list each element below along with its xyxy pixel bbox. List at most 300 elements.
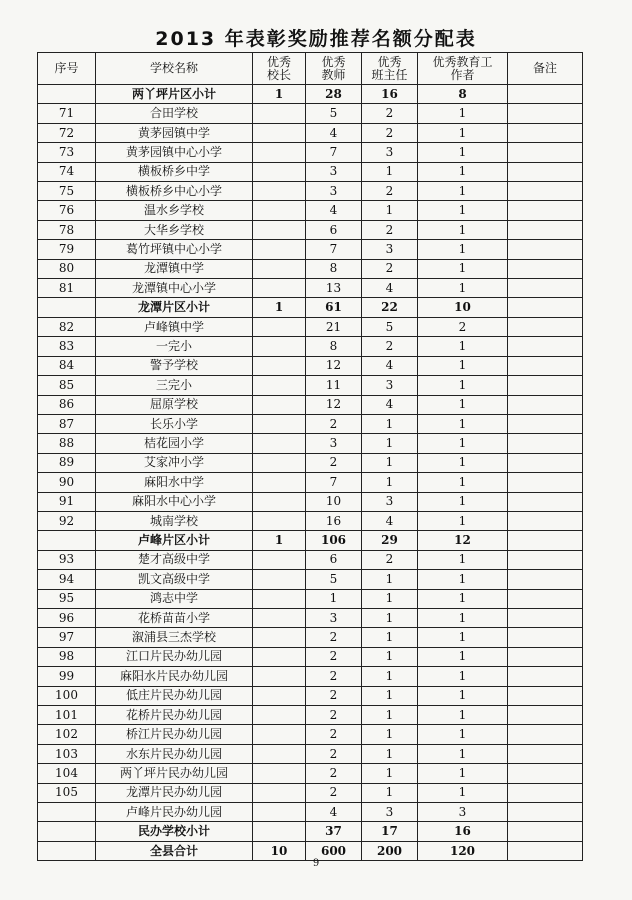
cell-principal xyxy=(253,783,306,802)
cell-school: 麻阳水中学 xyxy=(96,473,253,492)
table-row xyxy=(38,162,583,181)
header-class-teacher: 优秀 班主任 xyxy=(362,53,418,85)
cell-teacher: 106 xyxy=(306,531,362,550)
cell-education-worker: 1 xyxy=(418,395,508,414)
cell-education-worker: 1 xyxy=(418,201,508,220)
cell-class-teacher: 1 xyxy=(362,783,418,802)
cell-seq: 84 xyxy=(38,356,96,375)
cell-seq: 82 xyxy=(38,317,96,336)
header-school: 学校名称 xyxy=(96,53,253,85)
table-row xyxy=(38,337,583,356)
table-row xyxy=(38,240,583,259)
page-number: 9 xyxy=(312,858,320,869)
table-row xyxy=(38,706,583,725)
cell-education-worker: 1 xyxy=(418,608,508,627)
cell-principal xyxy=(253,706,306,725)
cell-teacher: 2 xyxy=(306,628,362,647)
cell-remarks xyxy=(508,317,583,336)
cell-teacher: 4 xyxy=(306,803,362,822)
cell-seq: 72 xyxy=(38,123,96,142)
table-row xyxy=(38,317,583,336)
cell-seq: 89 xyxy=(38,453,96,472)
cell-principal: 1 xyxy=(253,298,306,317)
cell-seq xyxy=(38,85,96,104)
cell-principal xyxy=(253,647,306,666)
cell-remarks xyxy=(508,298,583,317)
cell-class-teacher: 2 xyxy=(362,123,418,142)
subtotal-row xyxy=(38,822,583,841)
cell-class-teacher: 1 xyxy=(362,706,418,725)
cell-seq: 97 xyxy=(38,628,96,647)
cell-school: 两丫坪片民办幼儿园 xyxy=(96,764,253,783)
cell-remarks xyxy=(508,647,583,666)
cell-remarks xyxy=(508,531,583,550)
cell-school: 桔花园小学 xyxy=(96,434,253,453)
cell-school: 横板桥乡中心小学 xyxy=(96,182,253,201)
cell-seq: 76 xyxy=(38,201,96,220)
cell-principal xyxy=(253,337,306,356)
cell-teacher: 6 xyxy=(306,220,362,239)
cell-teacher: 21 xyxy=(306,317,362,336)
cell-remarks xyxy=(508,182,583,201)
cell-school: 三完小 xyxy=(96,376,253,395)
cell-principal xyxy=(253,259,306,278)
cell-teacher: 2 xyxy=(306,783,362,802)
table-row xyxy=(38,104,583,123)
cell-school: 低庄片民办幼儿园 xyxy=(96,686,253,705)
cell-seq: 83 xyxy=(38,337,96,356)
cell-class-teacher: 29 xyxy=(362,531,418,550)
cell-seq: 95 xyxy=(38,589,96,608)
cell-principal xyxy=(253,104,306,123)
cell-class-teacher: 1 xyxy=(362,473,418,492)
cell-school: 全县合计 xyxy=(96,841,253,860)
header-education-worker: 优秀教育工 作者 xyxy=(418,53,508,85)
table-row xyxy=(38,725,583,744)
cell-remarks xyxy=(508,822,583,841)
table-row xyxy=(38,667,583,686)
cell-class-teacher: 3 xyxy=(362,803,418,822)
table-row xyxy=(38,492,583,511)
cell-teacher: 3 xyxy=(306,608,362,627)
cell-education-worker: 1 xyxy=(418,104,508,123)
cell-class-teacher: 1 xyxy=(362,647,418,666)
cell-principal xyxy=(253,764,306,783)
cell-education-worker: 1 xyxy=(418,162,508,181)
quota-table xyxy=(37,52,583,861)
cell-principal xyxy=(253,453,306,472)
cell-teacher: 37 xyxy=(306,822,362,841)
cell-remarks xyxy=(508,550,583,569)
cell-remarks xyxy=(508,240,583,259)
cell-education-worker: 1 xyxy=(418,725,508,744)
cell-teacher: 2 xyxy=(306,744,362,763)
table-row xyxy=(38,473,583,492)
cell-teacher: 3 xyxy=(306,162,362,181)
cell-class-teacher: 1 xyxy=(362,201,418,220)
cell-principal xyxy=(253,143,306,162)
cell-education-worker: 12 xyxy=(418,531,508,550)
cell-school: 民办学校小计 xyxy=(96,822,253,841)
cell-principal xyxy=(253,667,306,686)
cell-class-teacher: 2 xyxy=(362,550,418,569)
table-row xyxy=(38,356,583,375)
cell-school: 屈原学校 xyxy=(96,395,253,414)
cell-school: 卢峰镇中学 xyxy=(96,317,253,336)
cell-remarks xyxy=(508,589,583,608)
cell-education-worker: 1 xyxy=(418,706,508,725)
cell-teacher: 5 xyxy=(306,570,362,589)
cell-remarks xyxy=(508,337,583,356)
table-row xyxy=(38,686,583,705)
cell-principal xyxy=(253,803,306,822)
cell-school: 江口片民办幼儿园 xyxy=(96,647,253,666)
cell-class-teacher: 4 xyxy=(362,395,418,414)
cell-school: 横板桥乡中学 xyxy=(96,162,253,181)
cell-teacher: 2 xyxy=(306,686,362,705)
cell-principal xyxy=(253,434,306,453)
cell-principal xyxy=(253,162,306,181)
cell-principal: 10 xyxy=(253,841,306,860)
cell-school: 大华乡学校 xyxy=(96,220,253,239)
cell-seq: 81 xyxy=(38,279,96,298)
table-row xyxy=(38,783,583,802)
cell-seq: 90 xyxy=(38,473,96,492)
cell-principal xyxy=(253,240,306,259)
cell-remarks xyxy=(508,744,583,763)
cell-seq: 92 xyxy=(38,511,96,530)
cell-class-teacher: 1 xyxy=(362,570,418,589)
cell-class-teacher: 200 xyxy=(362,841,418,860)
cell-remarks xyxy=(508,492,583,511)
cell-school: 黄茅园镇中心小学 xyxy=(96,143,253,162)
cell-seq: 85 xyxy=(38,376,96,395)
cell-seq: 73 xyxy=(38,143,96,162)
cell-school: 温水乡学校 xyxy=(96,201,253,220)
cell-education-worker: 16 xyxy=(418,822,508,841)
table-row xyxy=(38,143,583,162)
cell-teacher: 2 xyxy=(306,764,362,783)
cell-class-teacher: 2 xyxy=(362,220,418,239)
cell-principal xyxy=(253,317,306,336)
cell-seq: 94 xyxy=(38,570,96,589)
cell-education-worker: 1 xyxy=(418,550,508,569)
header-remarks: 备注 xyxy=(508,53,583,85)
subtotal-row xyxy=(38,531,583,550)
cell-principal xyxy=(253,376,306,395)
cell-principal xyxy=(253,744,306,763)
cell-class-teacher: 1 xyxy=(362,453,418,472)
cell-class-teacher: 5 xyxy=(362,317,418,336)
cell-school: 葛竹坪镇中心小学 xyxy=(96,240,253,259)
cell-seq: 99 xyxy=(38,667,96,686)
cell-principal: 1 xyxy=(253,531,306,550)
cell-seq: 86 xyxy=(38,395,96,414)
cell-education-worker: 1 xyxy=(418,376,508,395)
cell-seq xyxy=(38,298,96,317)
cell-remarks xyxy=(508,376,583,395)
cell-class-teacher: 2 xyxy=(362,259,418,278)
cell-remarks xyxy=(508,706,583,725)
cell-principal xyxy=(253,492,306,511)
cell-remarks xyxy=(508,783,583,802)
cell-teacher: 28 xyxy=(306,85,362,104)
cell-remarks xyxy=(508,608,583,627)
cell-class-teacher: 1 xyxy=(362,608,418,627)
cell-education-worker: 1 xyxy=(418,279,508,298)
cell-seq: 104 xyxy=(38,764,96,783)
cell-teacher: 2 xyxy=(306,414,362,433)
cell-teacher: 2 xyxy=(306,647,362,666)
cell-education-worker: 1 xyxy=(418,744,508,763)
cell-teacher: 12 xyxy=(306,356,362,375)
cell-class-teacher: 1 xyxy=(362,589,418,608)
table-row xyxy=(38,453,583,472)
subtotal-row xyxy=(38,298,583,317)
cell-school: 一完小 xyxy=(96,337,253,356)
cell-teacher: 6 xyxy=(306,550,362,569)
header-teacher: 优秀 教师 xyxy=(306,53,362,85)
cell-school: 龙潭片区小计 xyxy=(96,298,253,317)
cell-education-worker: 1 xyxy=(418,240,508,259)
cell-education-worker: 1 xyxy=(418,667,508,686)
cell-principal xyxy=(253,550,306,569)
cell-education-worker: 1 xyxy=(418,259,508,278)
table-row xyxy=(38,589,583,608)
cell-seq: 105 xyxy=(38,783,96,802)
cell-principal xyxy=(253,822,306,841)
cell-principal xyxy=(253,473,306,492)
cell-seq: 75 xyxy=(38,182,96,201)
cell-remarks xyxy=(508,201,583,220)
cell-school: 长乐小学 xyxy=(96,414,253,433)
subtotal-row xyxy=(38,85,583,104)
cell-class-teacher: 2 xyxy=(362,337,418,356)
cell-principal: 1 xyxy=(253,85,306,104)
table-row xyxy=(38,182,583,201)
cell-teacher: 4 xyxy=(306,123,362,142)
table-row xyxy=(38,414,583,433)
cell-teacher: 10 xyxy=(306,492,362,511)
table-row xyxy=(38,434,583,453)
cell-remarks xyxy=(508,725,583,744)
cell-class-teacher: 1 xyxy=(362,434,418,453)
cell-remarks xyxy=(508,259,583,278)
cell-seq: 88 xyxy=(38,434,96,453)
cell-seq: 103 xyxy=(38,744,96,763)
cell-teacher: 2 xyxy=(306,667,362,686)
cell-education-worker: 10 xyxy=(418,298,508,317)
cell-principal xyxy=(253,182,306,201)
cell-school: 凯文高级中学 xyxy=(96,570,253,589)
cell-principal xyxy=(253,628,306,647)
cell-class-teacher: 1 xyxy=(362,162,418,181)
cell-class-teacher: 3 xyxy=(362,376,418,395)
cell-school: 桥江片民办幼儿园 xyxy=(96,725,253,744)
cell-principal xyxy=(253,511,306,530)
cell-education-worker: 1 xyxy=(418,337,508,356)
cell-education-worker: 2 xyxy=(418,317,508,336)
table-row xyxy=(38,608,583,627)
cell-school: 麻阳水中心小学 xyxy=(96,492,253,511)
header-principal: 优秀 校长 xyxy=(253,53,306,85)
table-row xyxy=(38,744,583,763)
cell-school: 龙潭镇中学 xyxy=(96,259,253,278)
cell-seq: 74 xyxy=(38,162,96,181)
cell-remarks xyxy=(508,104,583,123)
cell-education-worker: 120 xyxy=(418,841,508,860)
cell-education-worker: 1 xyxy=(418,220,508,239)
cell-education-worker: 1 xyxy=(418,434,508,453)
cell-school: 麻阳水片民办幼儿园 xyxy=(96,667,253,686)
table-row xyxy=(38,764,583,783)
cell-seq: 78 xyxy=(38,220,96,239)
cell-principal xyxy=(253,725,306,744)
cell-principal xyxy=(253,589,306,608)
table-row xyxy=(38,803,583,822)
cell-school: 两丫坪片区小计 xyxy=(96,85,253,104)
cell-school: 黄茅园镇中学 xyxy=(96,123,253,142)
cell-teacher: 3 xyxy=(306,434,362,453)
cell-teacher: 4 xyxy=(306,201,362,220)
cell-remarks xyxy=(508,764,583,783)
cell-class-teacher: 17 xyxy=(362,822,418,841)
cell-seq: 71 xyxy=(38,104,96,123)
cell-school: 花桥苗苗小学 xyxy=(96,608,253,627)
cell-remarks xyxy=(508,434,583,453)
cell-principal xyxy=(253,123,306,142)
cell-seq: 98 xyxy=(38,647,96,666)
table-row xyxy=(38,395,583,414)
cell-teacher: 61 xyxy=(306,298,362,317)
cell-remarks xyxy=(508,143,583,162)
cell-education-worker: 1 xyxy=(418,511,508,530)
cell-remarks xyxy=(508,628,583,647)
cell-seq xyxy=(38,822,96,841)
header-row xyxy=(38,53,583,85)
cell-school: 合田学校 xyxy=(96,104,253,123)
cell-school: 龙潭镇中心小学 xyxy=(96,279,253,298)
cell-seq: 79 xyxy=(38,240,96,259)
cell-remarks xyxy=(508,667,583,686)
table-body xyxy=(38,85,583,861)
cell-teacher: 7 xyxy=(306,143,362,162)
cell-class-teacher: 1 xyxy=(362,414,418,433)
cell-remarks xyxy=(508,453,583,472)
cell-education-worker: 3 xyxy=(418,803,508,822)
table-row xyxy=(38,647,583,666)
cell-education-worker: 8 xyxy=(418,85,508,104)
cell-principal xyxy=(253,220,306,239)
cell-remarks xyxy=(508,511,583,530)
table-row xyxy=(38,201,583,220)
cell-seq: 93 xyxy=(38,550,96,569)
cell-education-worker: 1 xyxy=(418,453,508,472)
cell-education-worker: 1 xyxy=(418,123,508,142)
cell-remarks xyxy=(508,162,583,181)
cell-class-teacher: 1 xyxy=(362,628,418,647)
cell-school: 鸿志中学 xyxy=(96,589,253,608)
cell-school: 艾家冲小学 xyxy=(96,453,253,472)
cell-teacher: 7 xyxy=(306,240,362,259)
cell-principal xyxy=(253,570,306,589)
cell-school: 卢峰片区小计 xyxy=(96,531,253,550)
cell-teacher: 7 xyxy=(306,473,362,492)
cell-remarks xyxy=(508,414,583,433)
cell-teacher: 13 xyxy=(306,279,362,298)
table-row xyxy=(38,628,583,647)
cell-school: 卢峰片民办幼儿园 xyxy=(96,803,253,822)
cell-education-worker: 1 xyxy=(418,414,508,433)
cell-education-worker: 1 xyxy=(418,143,508,162)
cell-teacher: 1 xyxy=(306,589,362,608)
table-row xyxy=(38,220,583,239)
cell-seq xyxy=(38,531,96,550)
cell-seq xyxy=(38,803,96,822)
cell-seq: 91 xyxy=(38,492,96,511)
cell-seq: 96 xyxy=(38,608,96,627)
cell-class-teacher: 16 xyxy=(362,85,418,104)
cell-teacher: 8 xyxy=(306,259,362,278)
cell-seq: 101 xyxy=(38,706,96,725)
cell-remarks xyxy=(508,85,583,104)
cell-class-teacher: 4 xyxy=(362,279,418,298)
header-seq: 序号 xyxy=(38,53,96,85)
cell-principal xyxy=(253,395,306,414)
cell-school: 溆浦县三杰学校 xyxy=(96,628,253,647)
cell-education-worker: 1 xyxy=(418,473,508,492)
cell-education-worker: 1 xyxy=(418,686,508,705)
cell-remarks xyxy=(508,395,583,414)
cell-principal xyxy=(253,356,306,375)
table-row xyxy=(38,259,583,278)
cell-class-teacher: 3 xyxy=(362,492,418,511)
cell-teacher: 600 xyxy=(306,841,362,860)
cell-education-worker: 1 xyxy=(418,356,508,375)
cell-class-teacher: 4 xyxy=(362,511,418,530)
cell-education-worker: 1 xyxy=(418,628,508,647)
page-title: 2013 年表彰奖励推荐名额分配表 xyxy=(155,28,477,50)
cell-teacher: 3 xyxy=(306,182,362,201)
cell-school: 龙潭片民办幼儿园 xyxy=(96,783,253,802)
cell-education-worker: 1 xyxy=(418,589,508,608)
cell-school: 水东片民办幼儿园 xyxy=(96,744,253,763)
cell-principal xyxy=(253,201,306,220)
cell-class-teacher: 1 xyxy=(362,667,418,686)
cell-principal xyxy=(253,608,306,627)
cell-education-worker: 1 xyxy=(418,764,508,783)
cell-teacher: 2 xyxy=(306,453,362,472)
cell-remarks xyxy=(508,473,583,492)
cell-seq: 100 xyxy=(38,686,96,705)
cell-principal xyxy=(253,414,306,433)
cell-class-teacher: 4 xyxy=(362,356,418,375)
cell-remarks xyxy=(508,123,583,142)
cell-teacher: 5 xyxy=(306,104,362,123)
cell-teacher: 16 xyxy=(306,511,362,530)
table-row xyxy=(38,570,583,589)
cell-school: 城南学校 xyxy=(96,511,253,530)
cell-class-teacher: 3 xyxy=(362,143,418,162)
cell-class-teacher: 22 xyxy=(362,298,418,317)
cell-class-teacher: 3 xyxy=(362,240,418,259)
table-row xyxy=(38,123,583,142)
cell-education-worker: 1 xyxy=(418,182,508,201)
cell-remarks xyxy=(508,279,583,298)
cell-school: 楚才高级中学 xyxy=(96,550,253,569)
cell-principal xyxy=(253,686,306,705)
table-row xyxy=(38,376,583,395)
